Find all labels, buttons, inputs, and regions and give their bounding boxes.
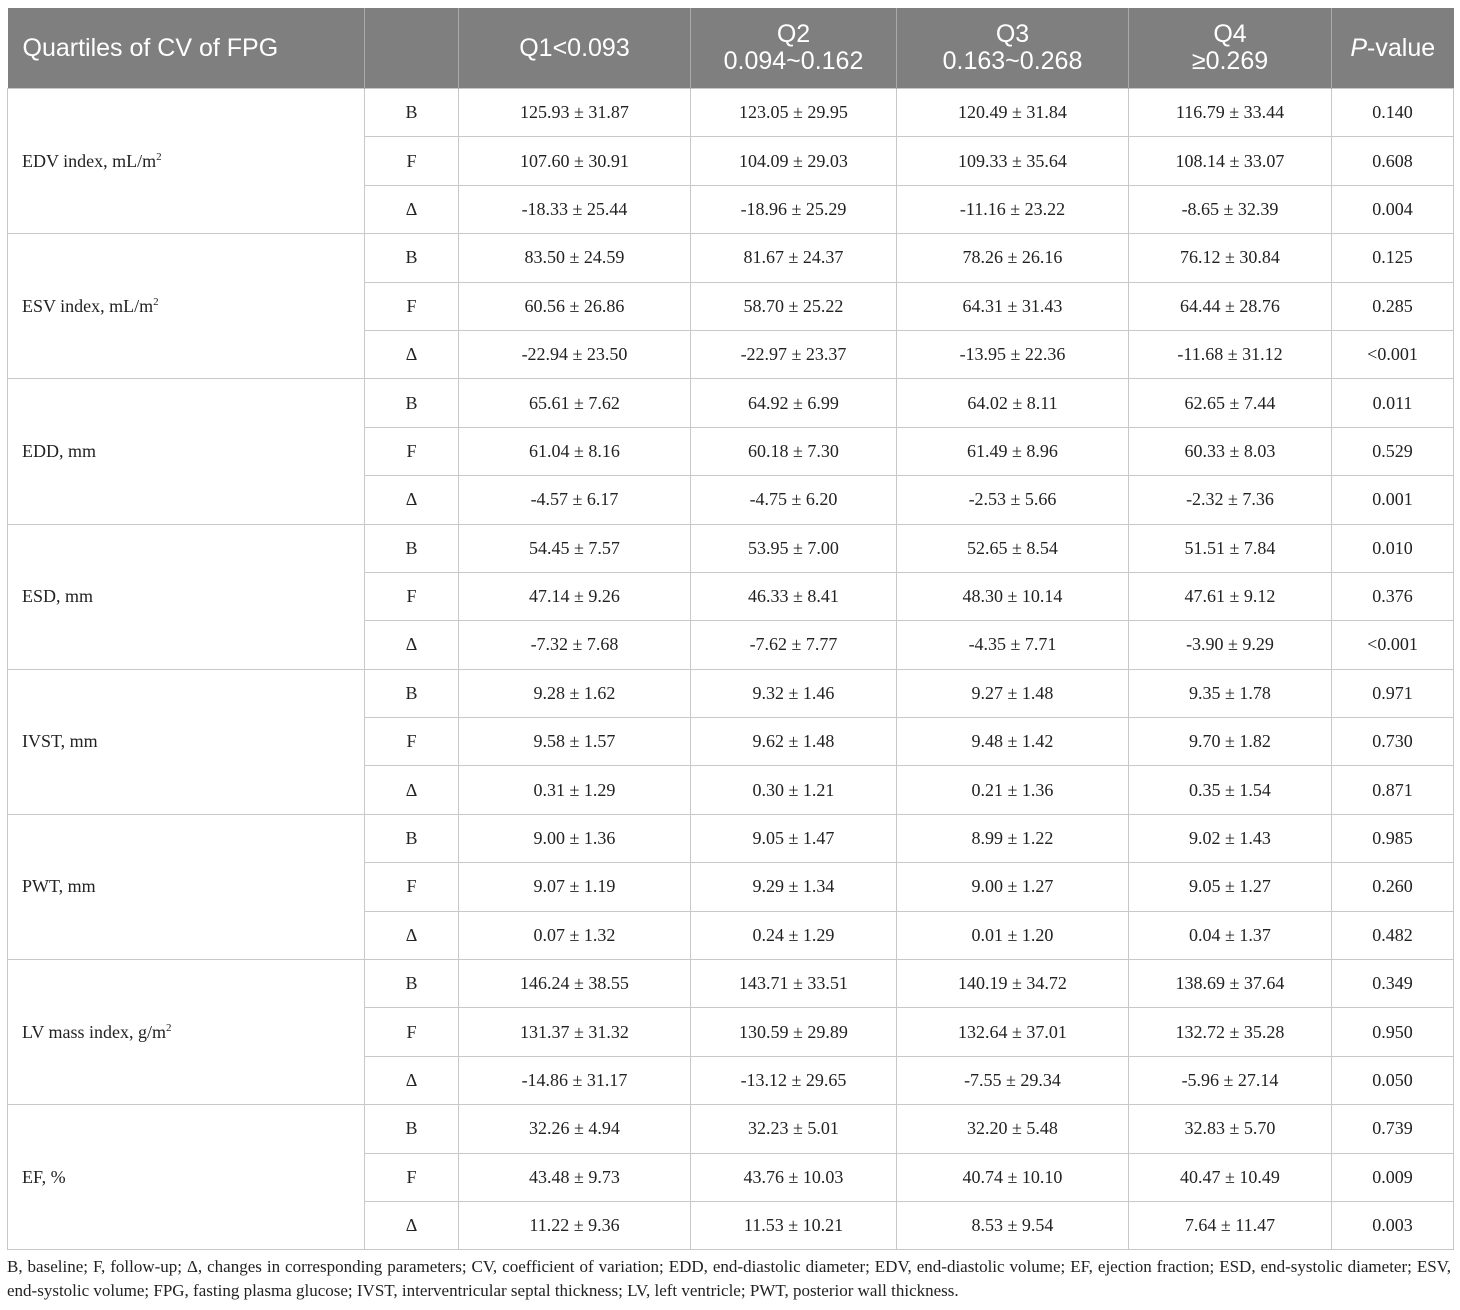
header-pvalue-p: P [1350,33,1368,62]
data-table [7,8,1454,1250]
cell-q1: 32.26 ± 4.94 [459,1105,691,1153]
cell-q2: 46.33 ± 8.41 [691,572,897,620]
cell-q4: 51.51 ± 7.84 [1129,524,1332,572]
parameter-name [8,89,365,234]
cell-q1: 0.31 ± 1.29 [459,766,691,814]
cell-q1: 0.07 ± 1.32 [459,911,691,959]
header-q4 [1129,8,1332,89]
header-q4-range: ≥0.269 [1191,47,1269,75]
p-value-cell: 0.730 [1332,718,1454,766]
cell-q2: 0.24 ± 1.29 [691,911,897,959]
cell-q3: 120.49 ± 31.84 [897,89,1129,137]
parameter-unit-superscript: 2 [166,1021,172,1034]
cell-q1: 9.28 ± 1.62 [459,669,691,717]
cell-q3: 48.30 ± 10.14 [897,572,1129,620]
cell-q3: 132.64 ± 37.01 [897,1008,1129,1056]
parameter-label: EDV index, mL/m [22,150,157,171]
cell-q4: 132.72 ± 35.28 [1129,1008,1332,1056]
cell-q4: 0.04 ± 1.37 [1129,911,1332,959]
cell-q1: 9.07 ± 1.19 [459,863,691,911]
cell-q1: 43.48 ± 9.73 [459,1153,691,1201]
cell-q2: 9.05 ± 1.47 [691,814,897,862]
parameter-label: EF, % [22,1166,66,1187]
cell-q4: 0.35 ± 1.54 [1129,766,1332,814]
parameter-unit-superscript: 2 [156,150,162,163]
parameter-label: PWT, mm [22,876,96,897]
cell-q2: 81.67 ± 24.37 [691,234,897,282]
cell-q4: 60.33 ± 8.03 [1129,427,1332,475]
cell-q2: 130.59 ± 29.89 [691,1008,897,1056]
header-q3 [897,8,1129,89]
cell-q3: 0.21 ± 1.36 [897,766,1129,814]
measurement-type: F [365,1153,459,1201]
p-value-cell: 0.985 [1332,814,1454,862]
cell-q3: 61.49 ± 8.96 [897,427,1129,475]
p-value-cell: 0.140 [1332,89,1454,137]
cell-q2: 64.92 ± 6.99 [691,379,897,427]
cell-q2: 9.32 ± 1.46 [691,669,897,717]
cell-q1: -7.32 ± 7.68 [459,621,691,669]
cell-q2: -18.96 ± 25.29 [691,185,897,233]
cell-q4: 9.02 ± 1.43 [1129,814,1332,862]
measurement-type: B [365,669,459,717]
measurement-type: B [365,1105,459,1153]
parameter-label: IVST, mm [22,731,98,752]
measurement-type: Δ [365,621,459,669]
header-q3-label: Q3 [995,20,1030,48]
cell-q2: 32.23 ± 5.01 [691,1105,897,1153]
cell-q2: -22.97 ± 23.37 [691,330,897,378]
cell-q3: -4.35 ± 7.71 [897,621,1129,669]
parameter-label: LV mass index, g/m [22,1021,167,1042]
cell-q3: -13.95 ± 22.36 [897,330,1129,378]
cell-q4: 64.44 ± 28.76 [1129,282,1332,330]
cell-q3: -7.55 ± 29.34 [897,1056,1129,1104]
cell-q4: -5.96 ± 27.14 [1129,1056,1332,1104]
cell-q1: 11.22 ± 9.36 [459,1201,691,1249]
p-value-cell: 0.010 [1332,524,1454,572]
table-row [8,669,1454,717]
parameter-name [8,379,365,524]
header-q2 [691,8,897,89]
cell-q3: 9.27 ± 1.48 [897,669,1129,717]
measurement-type: B [365,379,459,427]
table-footnote: B, baseline; F, follow-up; Δ, changes in corresponding parameters; CV, coefficient of variation; EDD, end-diastolic diameter; EDV, end-diastolic volume; EF, ejection fraction; ESD, end-systolic diameter; ESV, end-systolic volume; FPG, fasting plasma glucose; IVST, interventricular septal thickness; LV, left ventricle; PWT, posterior wall thickness. [7,1257,1451,1301]
cell-q1: 146.24 ± 38.55 [459,960,691,1008]
cell-q2: 104.09 ± 29.03 [691,137,897,185]
cell-q3: -11.16 ± 23.22 [897,185,1129,233]
cell-q1: 107.60 ± 30.91 [459,137,691,185]
p-value-cell: 0.971 [1332,669,1454,717]
cell-q1: -18.33 ± 25.44 [459,185,691,233]
cell-q4: -3.90 ± 9.29 [1129,621,1332,669]
cell-q3: 140.19 ± 34.72 [897,960,1129,1008]
header-q3-range: 0.163~0.268 [942,47,1083,75]
cell-q2: 11.53 ± 10.21 [691,1201,897,1249]
cell-q1: 60.56 ± 26.86 [459,282,691,330]
table-body [8,89,1454,1250]
measurement-type: B [365,960,459,1008]
cell-q1: 131.37 ± 31.32 [459,1008,691,1056]
cell-q1: 83.50 ± 24.59 [459,234,691,282]
measurement-type: F [365,1008,459,1056]
parameter-label: ESV index, mL/m [22,295,154,316]
cell-q1: -4.57 ± 6.17 [459,476,691,524]
parameter-name [8,1105,365,1250]
p-value-cell: 0.001 [1332,476,1454,524]
measurement-type: B [365,89,459,137]
header-q2-label: Q2 [776,20,811,48]
cell-q4: 40.47 ± 10.49 [1129,1153,1332,1201]
p-value-cell: 0.349 [1332,960,1454,1008]
cell-q2: 43.76 ± 10.03 [691,1153,897,1201]
cell-q4: 32.83 ± 5.70 [1129,1105,1332,1153]
cell-q1: 9.00 ± 1.36 [459,814,691,862]
cell-q2: 60.18 ± 7.30 [691,427,897,475]
p-value-cell: 0.376 [1332,572,1454,620]
cell-q4: 62.65 ± 7.44 [1129,379,1332,427]
table-row [8,814,1454,862]
cell-q3: -2.53 ± 5.66 [897,476,1129,524]
table-container [7,8,1453,1303]
p-value-cell: <0.001 [1332,621,1454,669]
measurement-type: Δ [365,1201,459,1249]
parameter-name [8,960,365,1105]
measurement-type: B [365,234,459,282]
cell-q4: -2.32 ± 7.36 [1129,476,1332,524]
header-pvalue-rest: -value [1367,33,1436,62]
header-q1 [459,8,691,89]
cell-q1: 65.61 ± 7.62 [459,379,691,427]
cell-q4: 108.14 ± 33.07 [1129,137,1332,185]
parameter-name [8,524,365,669]
cell-q4: -11.68 ± 31.12 [1129,330,1332,378]
parameter-name [8,234,365,379]
cell-q2: -7.62 ± 7.77 [691,621,897,669]
cell-q4: 47.61 ± 9.12 [1129,572,1332,620]
p-value-cell: 0.004 [1332,185,1454,233]
cell-q4: -8.65 ± 32.39 [1129,185,1332,233]
header-pvalue [1332,8,1454,89]
cell-q4: 76.12 ± 30.84 [1129,234,1332,282]
measurement-type: Δ [365,185,459,233]
cell-q1: 61.04 ± 8.16 [459,427,691,475]
measurement-type: B [365,814,459,862]
cell-q3: 64.02 ± 8.11 [897,379,1129,427]
measurement-type: F [365,718,459,766]
p-value-cell: 0.125 [1332,234,1454,282]
cell-q1: 9.58 ± 1.57 [459,718,691,766]
cell-q3: 8.99 ± 1.22 [897,814,1129,862]
cell-q1: 47.14 ± 9.26 [459,572,691,620]
header-row [8,8,1454,89]
cell-q3: 9.48 ± 1.42 [897,718,1129,766]
cell-q3: 40.74 ± 10.10 [897,1153,1129,1201]
header-blank [365,8,459,89]
measurement-type: F [365,863,459,911]
header-q2-range: 0.094~0.162 [723,47,864,75]
p-value-cell: 0.608 [1332,137,1454,185]
cell-q1: -14.86 ± 31.17 [459,1056,691,1104]
parameter-unit-superscript: 2 [153,295,159,308]
p-value-cell: 0.529 [1332,427,1454,475]
measurement-type: F [365,427,459,475]
cell-q4: 7.64 ± 11.47 [1129,1201,1332,1249]
table-row [8,379,1454,427]
cell-q1: 54.45 ± 7.57 [459,524,691,572]
measurement-type: Δ [365,911,459,959]
parameter-name [8,669,365,814]
p-value-cell: 0.011 [1332,379,1454,427]
measurement-type: F [365,572,459,620]
cell-q4: 138.69 ± 37.64 [1129,960,1332,1008]
measurement-type: Δ [365,330,459,378]
cell-q3: 32.20 ± 5.48 [897,1105,1129,1153]
cell-q3: 109.33 ± 35.64 [897,137,1129,185]
p-value-cell: 0.482 [1332,911,1454,959]
table-row [8,1105,1454,1153]
p-value-cell: 0.739 [1332,1105,1454,1153]
p-value-cell: 0.871 [1332,766,1454,814]
parameter-label: ESD, mm [22,586,94,607]
table-row [8,89,1454,137]
cell-q1: -22.94 ± 23.50 [459,330,691,378]
cell-q1: 125.93 ± 31.87 [459,89,691,137]
cell-q3: 52.65 ± 8.54 [897,524,1129,572]
measurement-type: Δ [365,1056,459,1104]
measurement-type: Δ [365,476,459,524]
cell-q2: -4.75 ± 6.20 [691,476,897,524]
measurement-type: Δ [365,766,459,814]
p-value-cell: 0.009 [1332,1153,1454,1201]
cell-q2: 9.62 ± 1.48 [691,718,897,766]
cell-q3: 8.53 ± 9.54 [897,1201,1129,1249]
p-value-cell: 0.950 [1332,1008,1454,1056]
header-q4-label: Q4 [1213,20,1247,48]
p-value-cell: 0.003 [1332,1201,1454,1249]
cell-q4: 9.35 ± 1.78 [1129,669,1332,717]
measurement-type: F [365,282,459,330]
measurement-type: F [365,137,459,185]
p-value-cell: 0.050 [1332,1056,1454,1104]
table-row [8,234,1454,282]
cell-q3: 0.01 ± 1.20 [897,911,1129,959]
table-row [8,524,1454,572]
cell-q3: 9.00 ± 1.27 [897,863,1129,911]
cell-q2: 123.05 ± 29.95 [691,89,897,137]
p-value-cell: 0.285 [1332,282,1454,330]
cell-q4: 116.79 ± 33.44 [1129,89,1332,137]
measurement-type: B [365,524,459,572]
parameter-name [8,814,365,959]
cell-q2: 58.70 ± 25.22 [691,282,897,330]
cell-q4: 9.70 ± 1.82 [1129,718,1332,766]
cell-q3: 78.26 ± 26.16 [897,234,1129,282]
cell-q2: 53.95 ± 7.00 [691,524,897,572]
cell-q4: 9.05 ± 1.27 [1129,863,1332,911]
p-value-cell: <0.001 [1332,330,1454,378]
cell-q2: -13.12 ± 29.65 [691,1056,897,1104]
cell-q3: 64.31 ± 31.43 [897,282,1129,330]
cell-q2: 9.29 ± 1.34 [691,863,897,911]
cell-q2: 0.30 ± 1.21 [691,766,897,814]
p-value-cell: 0.260 [1332,863,1454,911]
header-quartiles: Quartiles of CV of FPG [8,8,365,89]
cell-q2: 143.71 ± 33.51 [691,960,897,1008]
header-q1-label: Q1<0.093 [519,33,630,62]
table-row [8,960,1454,1008]
parameter-label: EDD, mm [22,440,96,461]
